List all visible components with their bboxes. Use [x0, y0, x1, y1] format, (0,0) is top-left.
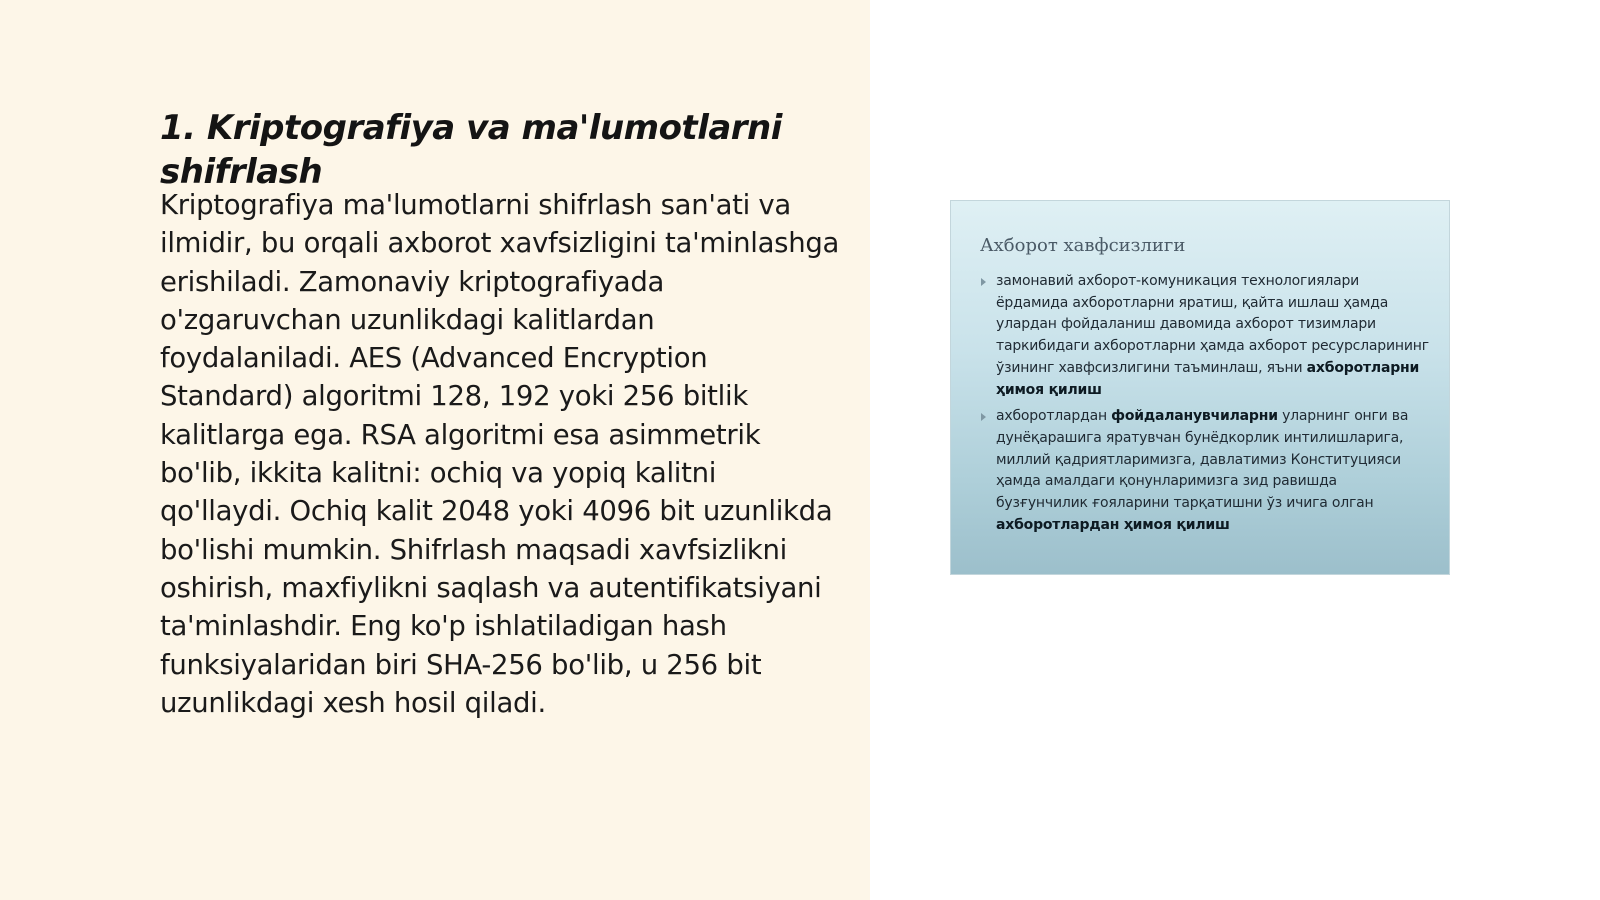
list-item [980, 271, 1430, 401]
triangle-bullet-icon [981, 278, 986, 286]
card-bullet-list [980, 271, 1430, 541]
bullet-text: уларнинг онги ва дунёқарашига яратувчан бунёдкорлик интилишларига, миллий қадриятларимизга, давлатимиз Конституцияси ҳамда амалдаги қонунларимизга зид равишда бузғунчилик ғояларини тарқатишни ўз ичига олган [996, 408, 1409, 512]
bullet-text: замонавий ахборот-комуникация технологиялари ёрдамида ахборотларни яратиш, қайта ишлаш ҳамда улардан фойдаланиш давомида ахборот тизимлари таркибидаги ахборотларни ҳамда ахборот ресурсларининг ўзининг хавфсизлигини таъминлаш, яъни [996, 273, 1429, 376]
slide-title: 1. Kriptografiya va ma'lumotlarni shifrlash [160, 108, 782, 192]
list-item [980, 406, 1430, 536]
card-title: Ахборот хавфсизлиги [980, 235, 1186, 256]
slide-body-text: Kriptografiya ma'lumotlarni shifrlash san'ati va ilmidir, bu orqali axborot xavfsizligini ta'minlashga erishiladi. Zamonaviy kriptografiyada o'zgaruvchan uzunlikdagi kalitlardan foydalaniladi. AES (Advanced Encryption Standard) algoritmi 128, 192 yoki 256 bitlik kalitlarga ega. RSA algoritmi esa asimmetrik bo'lib, ikkita kalitni: ochiq va yopiq kalitni qo'llaydi. Ochiq kalit 2048 yoki 4096 bit uzunlikda bo'lishi mumkin. Shifrlash maqsadi xavfsizlikni oshirish, maxfiylikni saqlash va autentifikatsiyani ta'minlashdir. Eng ko'p ishlatiladigan hash funksiyalaridan biri SHA-256 bo'lib, u 256 bit uzunlikdagi xesh hosil qiladi. [160, 189, 840, 719]
bullet-emphasis: фойдаланувчиларни [1111, 408, 1278, 425]
bullet-text: ахборотлардан [996, 408, 1112, 425]
triangle-bullet-icon [981, 413, 986, 421]
bullet-emphasis: ахборотларни ҳимоя қилиш [996, 359, 1420, 398]
slide-image-card [950, 200, 1450, 575]
bullet-emphasis: ахборотлардан ҳимоя қилиш [996, 516, 1230, 533]
